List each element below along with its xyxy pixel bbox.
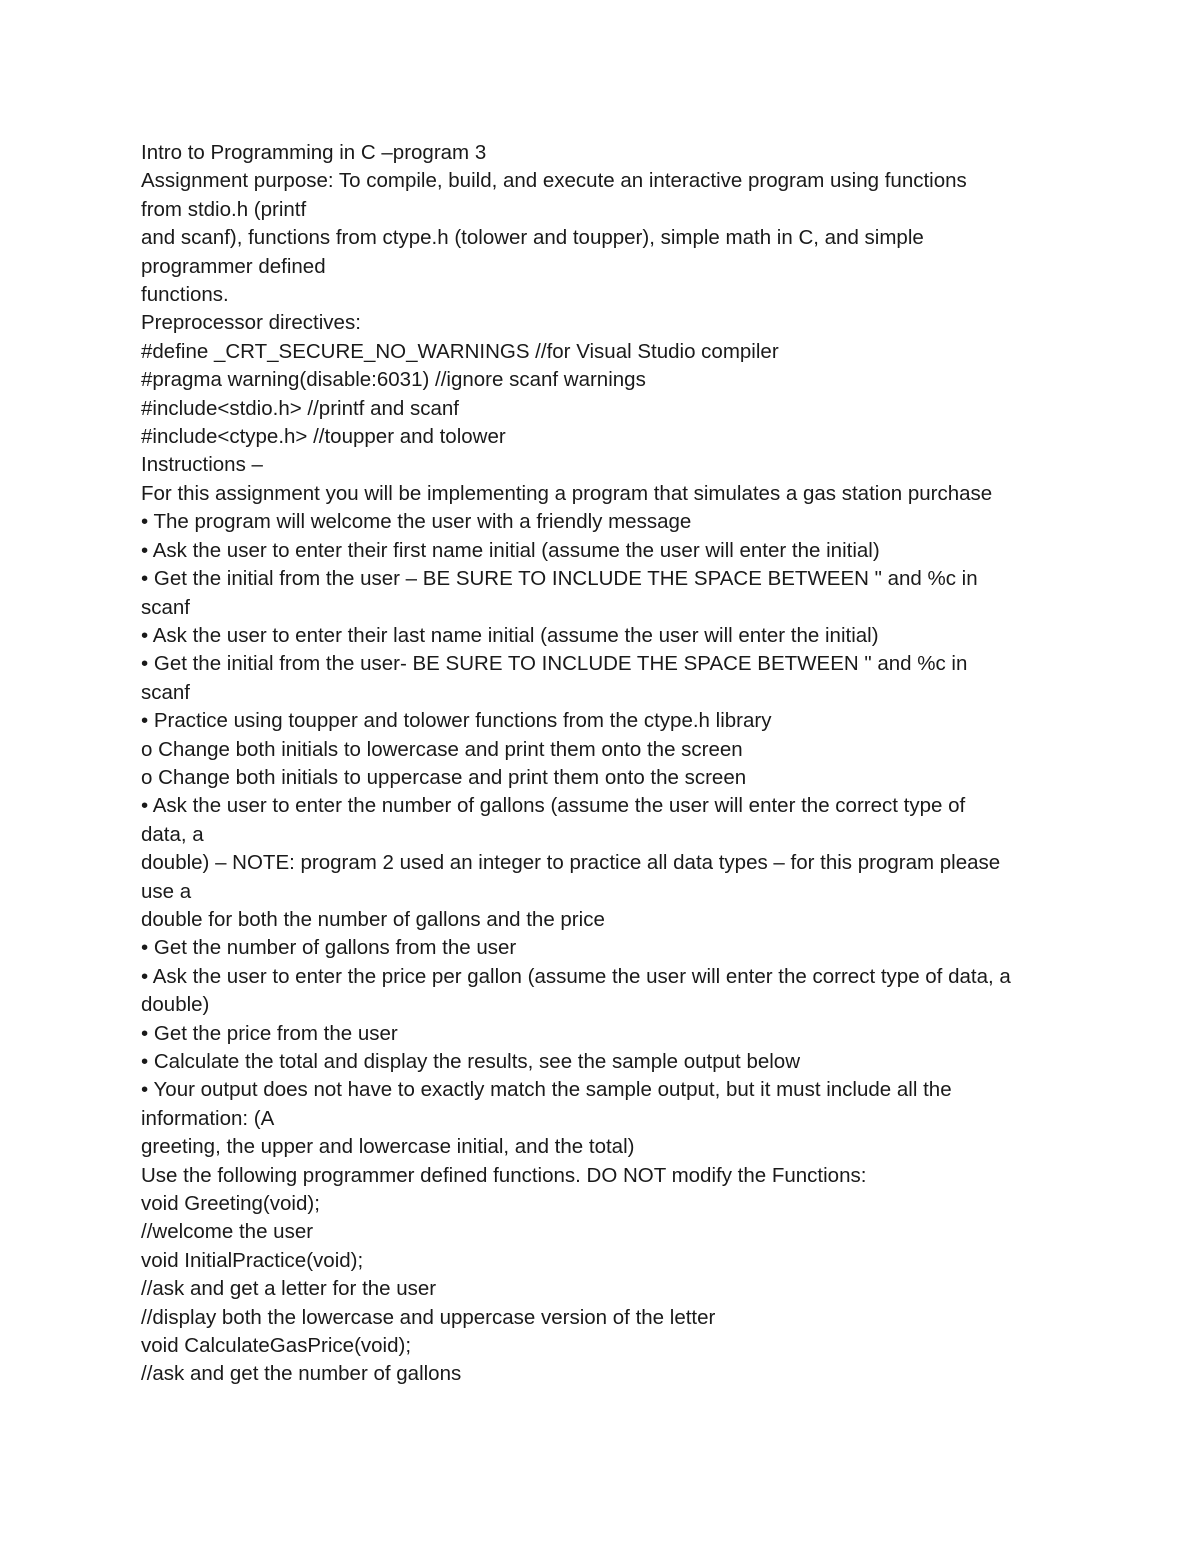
text-line: information: (A	[141, 1106, 275, 1130]
text-line: functions.	[141, 283, 229, 307]
text-line: double)	[141, 993, 210, 1017]
text-line: scanf	[141, 680, 190, 704]
code-line: #pragma warning(disable:6031) //ignore scanf warnings	[141, 368, 646, 392]
bullet-item: • Get the initial from the user- BE SURE TO INCLUDE THE SPACE BETWEEN " and %c in	[141, 652, 968, 676]
text-line: greeting, the upper and lowercase initial, and the total)	[141, 1135, 635, 1159]
bullet-item: • Practice using toupper and tolower functions from the ctype.h library	[141, 709, 772, 733]
bullet-item: • Ask the user to enter their last name initial (assume the user will enter the initial)	[141, 623, 879, 647]
text-line: Use the following programmer defined functions. DO NOT modify the Functions:	[141, 1163, 867, 1187]
text-line: and scanf), functions from ctype.h (tolower and toupper), simple math in C, and simple	[141, 226, 924, 250]
bullet-item: • Get the number of gallons from the user	[141, 936, 517, 960]
bullet-item: • The program will welcome the user with a friendly message	[141, 510, 692, 534]
text-line: programmer defined	[141, 254, 326, 278]
text-line: double for both the number of gallons and the price	[141, 907, 605, 931]
bullet-item: • Your output does not have to exactly match the sample output, but it must include all the	[141, 1078, 952, 1102]
text-line: Assignment purpose: To compile, build, and execute an interactive program using functions	[141, 169, 967, 193]
code-line: void CalculateGasPrice(void);	[141, 1334, 412, 1358]
section-heading: Instructions –	[141, 453, 263, 477]
bullet-item: • Calculate the total and display the results, see the sample output below	[141, 1050, 801, 1073]
bullet-item: • Get the initial from the user – BE SURE TO INCLUDE THE SPACE BETWEEN " and %c in	[141, 567, 978, 591]
bullet-item: • Ask the user to enter the number of gallons (assume the user will enter the correct type of	[141, 794, 966, 818]
code-line: #define _CRT_SECURE_NO_WARNINGS //for Visual Studio compiler	[141, 339, 779, 363]
code-comment-line: //display both the lowercase and uppercase version of the letter	[141, 1305, 716, 1329]
code-line: void Greeting(void);	[141, 1192, 320, 1216]
sub-bullet-item: o Change both initials to uppercase and print them onto the screen	[141, 765, 747, 789]
text-line: double) – NOTE: program 2 used an integer to practice all data types – for this program please	[141, 851, 1001, 875]
sub-bullet-item: o Change both initials to lowercase and print them onto the screen	[141, 737, 743, 761]
text-line: For this assignment you will be implementing a program that simulates a gas station purchase	[141, 481, 993, 505]
section-heading: Preprocessor directives:	[141, 311, 361, 335]
code-comment-line: //ask and get a letter for the user	[141, 1277, 437, 1301]
code-line: #include<stdio.h> //printf and scanf	[141, 396, 459, 420]
code-comment-line: //welcome the user	[141, 1220, 314, 1244]
text-line: scanf	[141, 595, 190, 619]
bullet-item: • Ask the user to enter their first name initial (assume the user will enter the initial)	[141, 538, 880, 562]
document-body	[141, 139, 1141, 1389]
bullet-item: • Ask the user to enter the price per gallon (assume the user will enter the correct type of data, a	[141, 964, 1011, 988]
code-comment-line: //ask and get the number of gallons	[141, 1362, 462, 1386]
text-line: use a	[141, 879, 192, 903]
bullet-item: • Get the price from the user	[141, 1021, 398, 1045]
code-line: #include<ctype.h> //toupper and tolower	[141, 425, 506, 449]
text-line: from stdio.h (printf	[141, 197, 307, 221]
document-title: Intro to Programming in C –program 3	[141, 141, 487, 164]
text-line: data, a	[141, 822, 204, 846]
code-line: void InitialPractice(void);	[141, 1248, 364, 1272]
